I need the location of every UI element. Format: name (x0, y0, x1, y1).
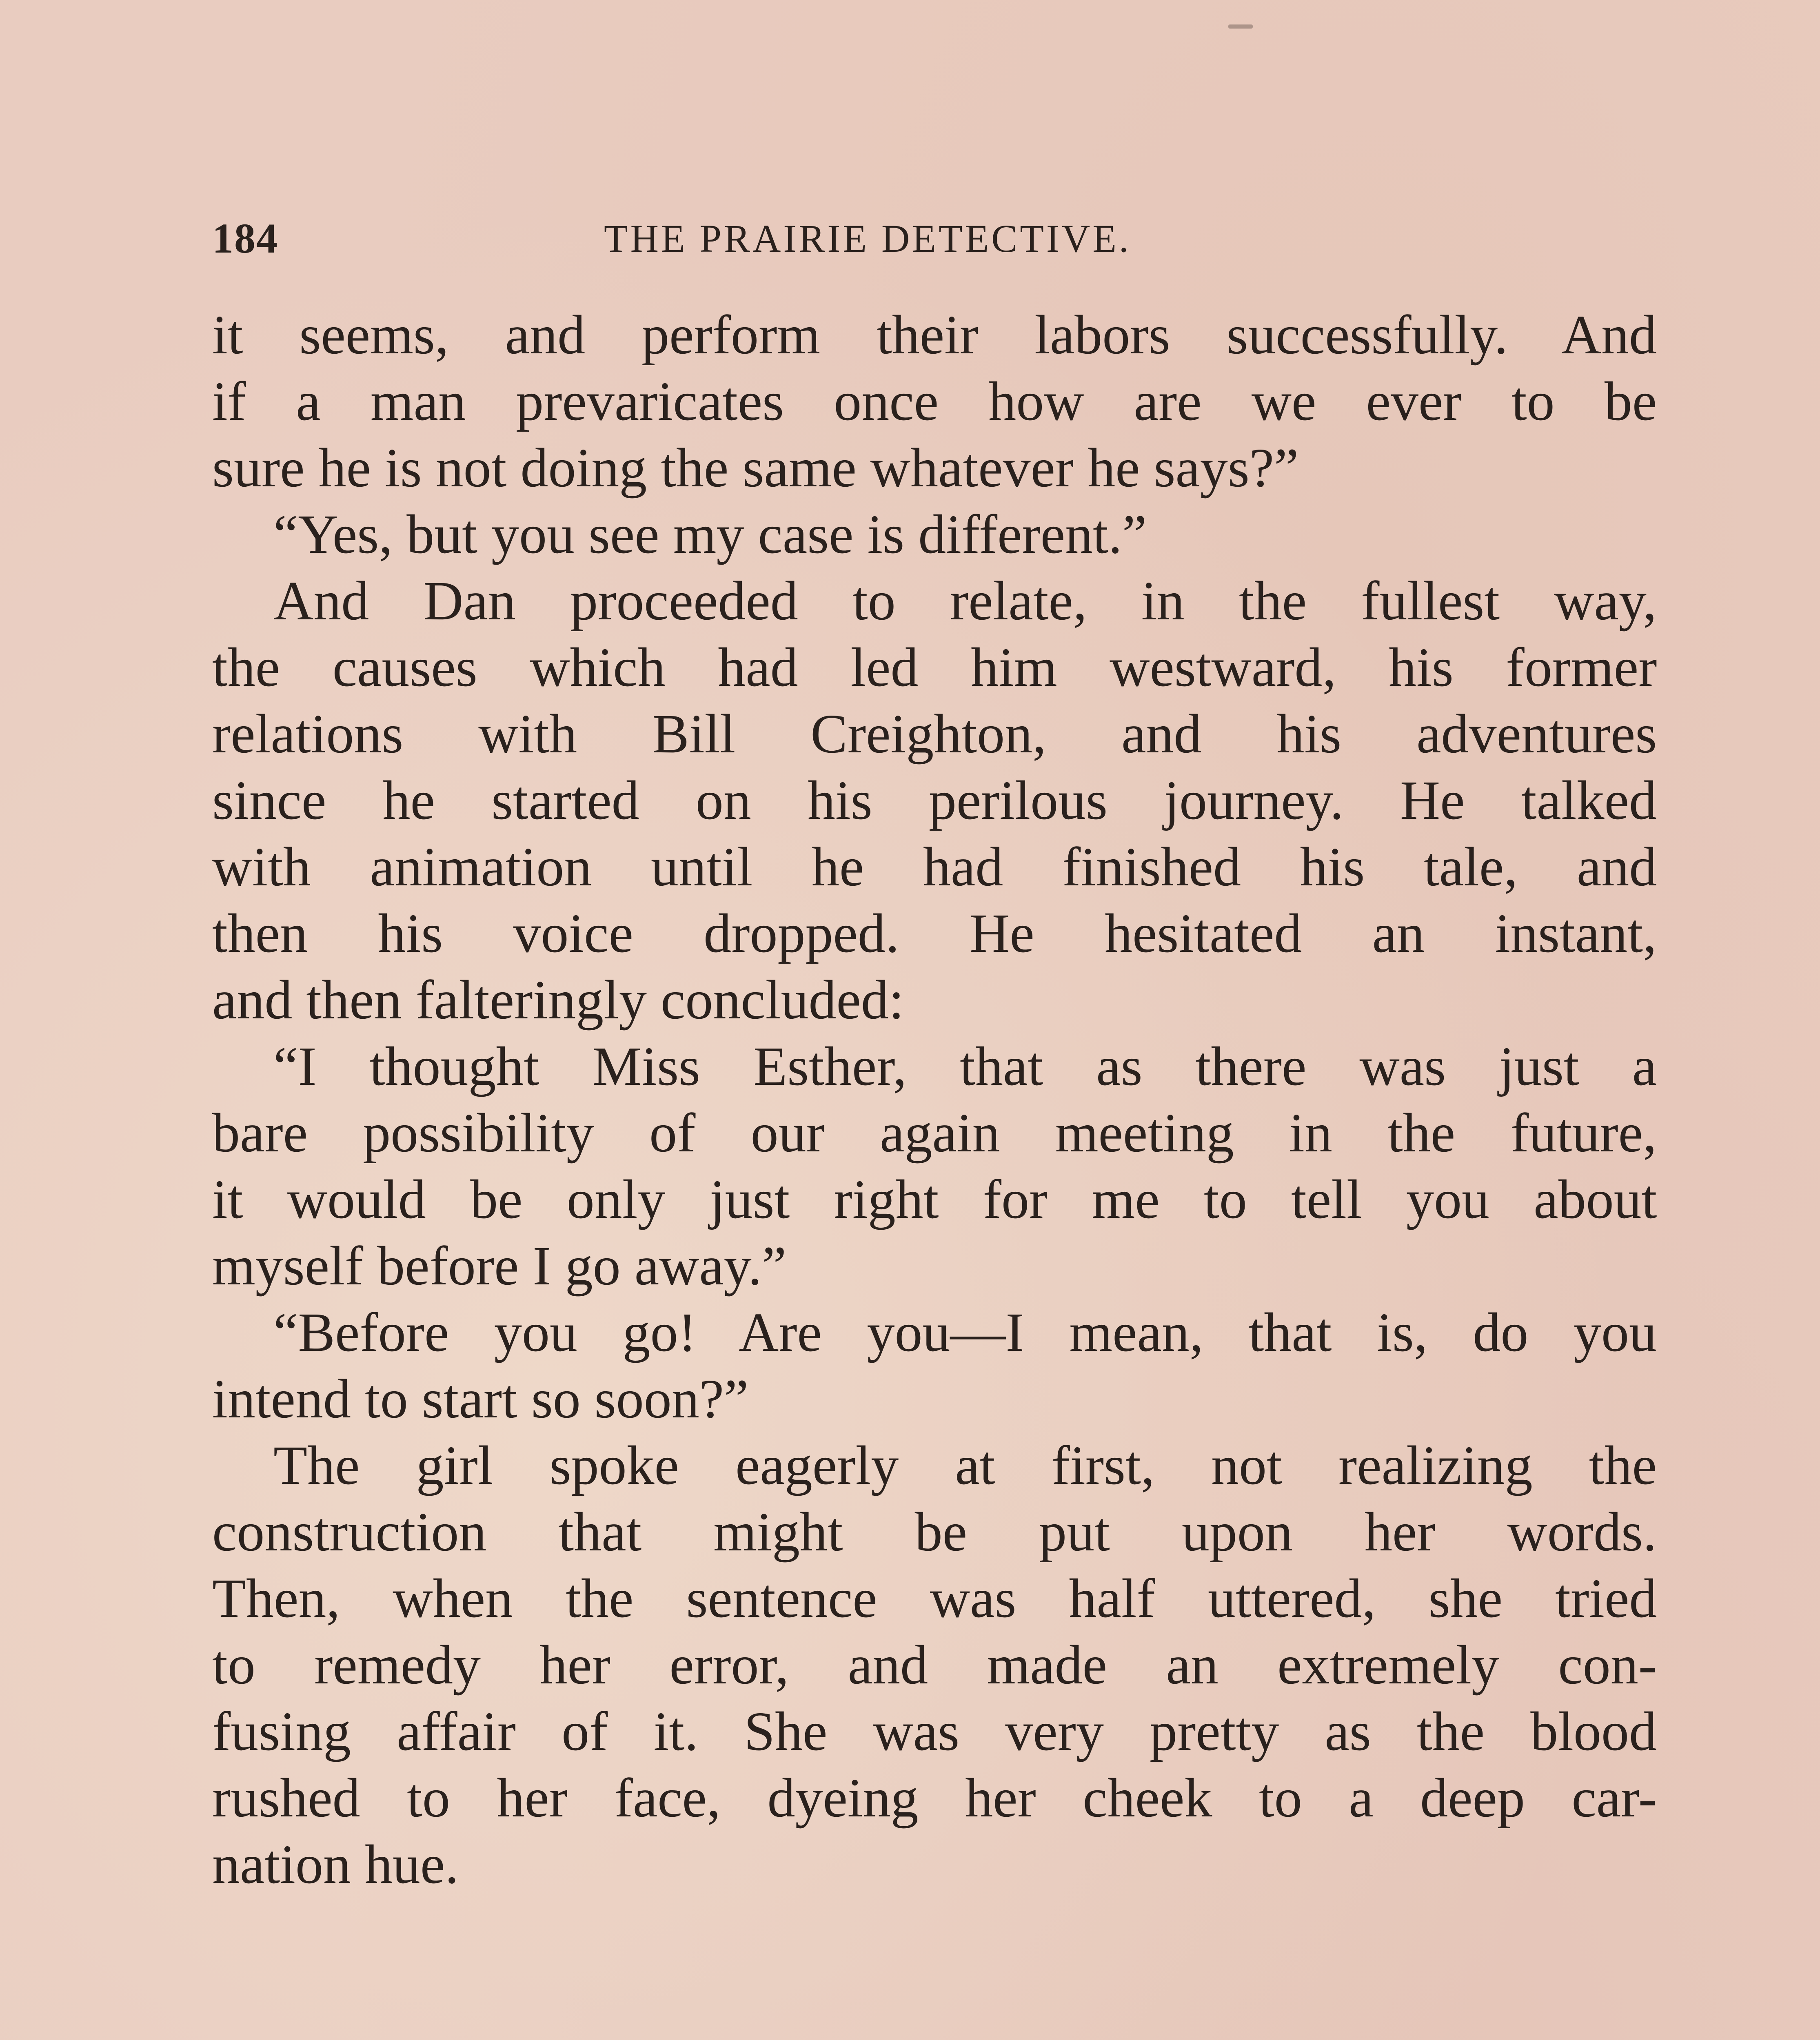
text-line: sure he is not doing the same whatever he says?” (212, 437, 1299, 499)
text-line: The girl spoke eagerly at first, not realizing the (273, 1435, 1657, 1496)
text-line: “Before you go! Are you—I mean, that is, do you (273, 1302, 1657, 1363)
text-line: rushed to her face, dyeing her cheek to a deep car- (212, 1767, 1657, 1829)
text-line: myself before I go away.” (212, 1235, 787, 1297)
text-line: intend to start so soon?” (212, 1368, 749, 1430)
text-line: Then, when the sentence was half uttered, she tried (212, 1568, 1657, 1629)
book-title: THE PRAIRIE DETECTIVE. (604, 217, 1131, 260)
text-line: then his voice dropped. He hesitated an instant, (212, 903, 1657, 964)
text-line: it seems, and perform their labors successfully. And (212, 304, 1657, 366)
text-line: construction that might be put upon her words. (212, 1501, 1657, 1563)
running-head (212, 210, 1653, 267)
text-line: fusing affair of it. She was very pretty as the blood (212, 1701, 1657, 1762)
page-number: 184 (212, 215, 278, 262)
text-line: since he started on his perilous journey. He talked (212, 770, 1657, 831)
text-line: nation hue. (212, 1834, 459, 1895)
text-line: “Yes, but you see my case is different.” (273, 504, 1147, 565)
text-line: the causes which had led him westward, his former (212, 637, 1657, 698)
text-line: and then falteringly concluded: (212, 969, 904, 1031)
text-line: to remedy her error, and made an extremely con- (212, 1634, 1657, 1696)
text-line: “I thought Miss Esther, that as there was just a (273, 1036, 1657, 1097)
text-line: with animation until he had finished his tale, and (212, 836, 1657, 898)
body-text (212, 302, 1657, 1898)
text-line: it would be only just right for me to tell you about (212, 1169, 1657, 1230)
text-line: bare possibility of our again meeting in the future, (212, 1102, 1657, 1164)
text-line: relations with Bill Creighton, and his adventures (212, 703, 1657, 765)
text-line: And Dan proceeded to relate, in the fullest way, (273, 570, 1657, 632)
text-line: if a man prevaricates once how are we ever to be (212, 371, 1657, 432)
paper-speck (1228, 24, 1253, 29)
